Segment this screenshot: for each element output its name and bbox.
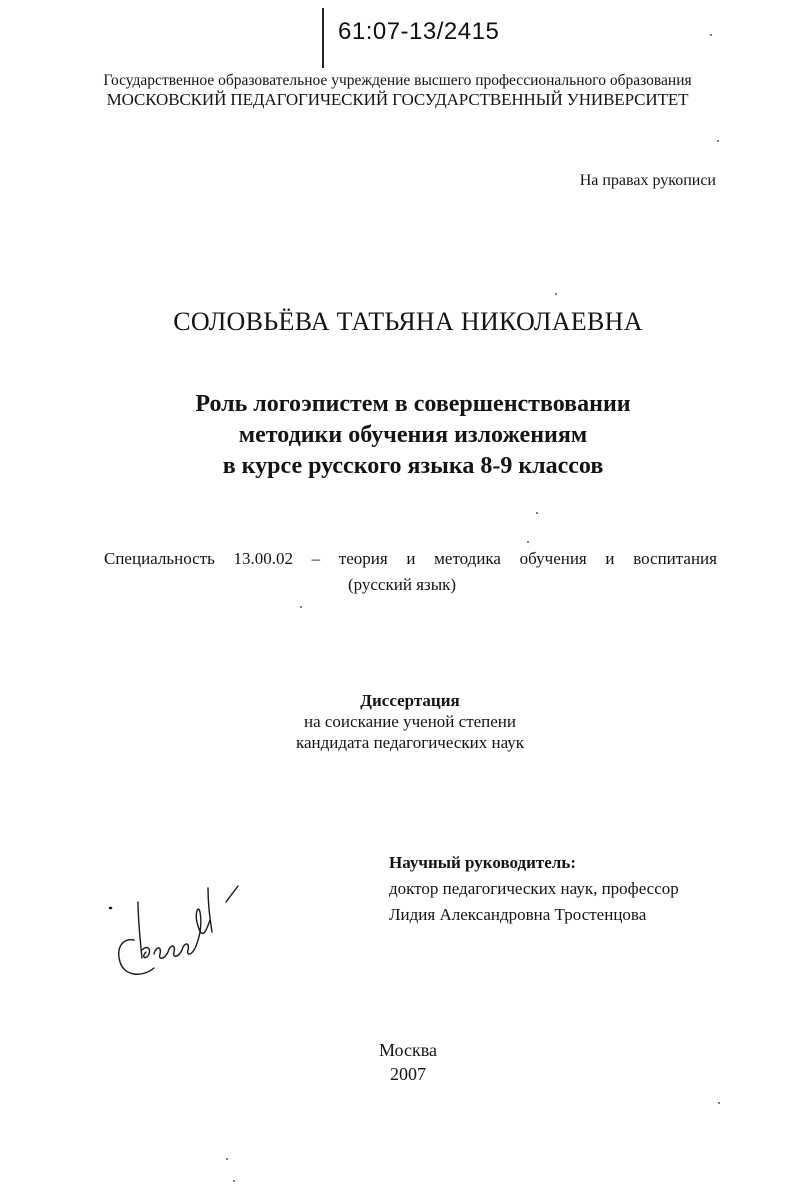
advisor-heading: Научный руководитель: — [389, 853, 576, 872]
specialty-word: 13.00.02 — [233, 549, 294, 568]
scan-speck — [233, 1180, 235, 1182]
title-line: Роль логоэпистем в совершенствовании — [195, 391, 631, 417]
scan-speck — [527, 541, 529, 543]
university-name: МОСКОВСКИЙ ПЕДАГОГИЧЕСКИЙ ГОСУДАРСТВЕННЫЙ УНИВЕРСИТЕТ — [106, 90, 689, 109]
specialty-word: воспитания — [633, 549, 717, 568]
specialty-word: и — [605, 549, 615, 568]
specialty-word: теория — [338, 549, 388, 568]
specialty-word: – — [311, 549, 321, 568]
handwritten-signature — [98, 880, 248, 990]
rights-note: На правах рукописи — [579, 172, 716, 189]
dissertation-degree-line: на соискание ученой степени — [303, 712, 517, 731]
specialty-line — [104, 549, 717, 569]
scan-speck — [300, 606, 302, 608]
scan-speck — [717, 140, 719, 142]
city: Москва — [379, 1040, 437, 1060]
author-name: СОЛОВЬЁВА ТАТЬЯНА НИКОЛАЕВНА — [173, 307, 643, 336]
scan-speck — [536, 512, 538, 514]
specialty-word: обучения — [519, 549, 587, 568]
dissertation-heading: Диссертация — [360, 691, 460, 710]
advisor-block — [389, 850, 679, 928]
dissertation-block — [0, 690, 795, 753]
dissertation-title — [0, 389, 795, 482]
specialty-word: Специальность — [104, 549, 215, 568]
specialty-word: методика — [434, 549, 501, 568]
city-year-block — [0, 1038, 795, 1086]
scan-speck — [710, 34, 712, 36]
dissertation-degree-line: кандидата педагогических наук — [295, 733, 525, 752]
specialty-subject: (русский язык) — [347, 575, 457, 594]
scan-speck — [718, 1102, 720, 1104]
advisor-degree: доктор педагогических наук, профессор — [389, 879, 679, 898]
stamp-divider — [322, 8, 324, 68]
institution-line: Государственное образовательное учреждение высшего профессионального образования — [103, 72, 692, 89]
title-line: в курсе русского языка 8-9 классов — [222, 453, 604, 479]
advisor-name: Лидия Александровна Тростенцова — [389, 905, 647, 924]
scan-speck — [226, 1158, 228, 1160]
specialty-word: и — [406, 549, 416, 568]
scan-speck — [555, 293, 557, 295]
library-stamp-code: 61:07-13/2415 — [338, 18, 500, 45]
title-line: методики обучения изложениям — [238, 422, 588, 448]
year: 2007 — [390, 1064, 426, 1084]
